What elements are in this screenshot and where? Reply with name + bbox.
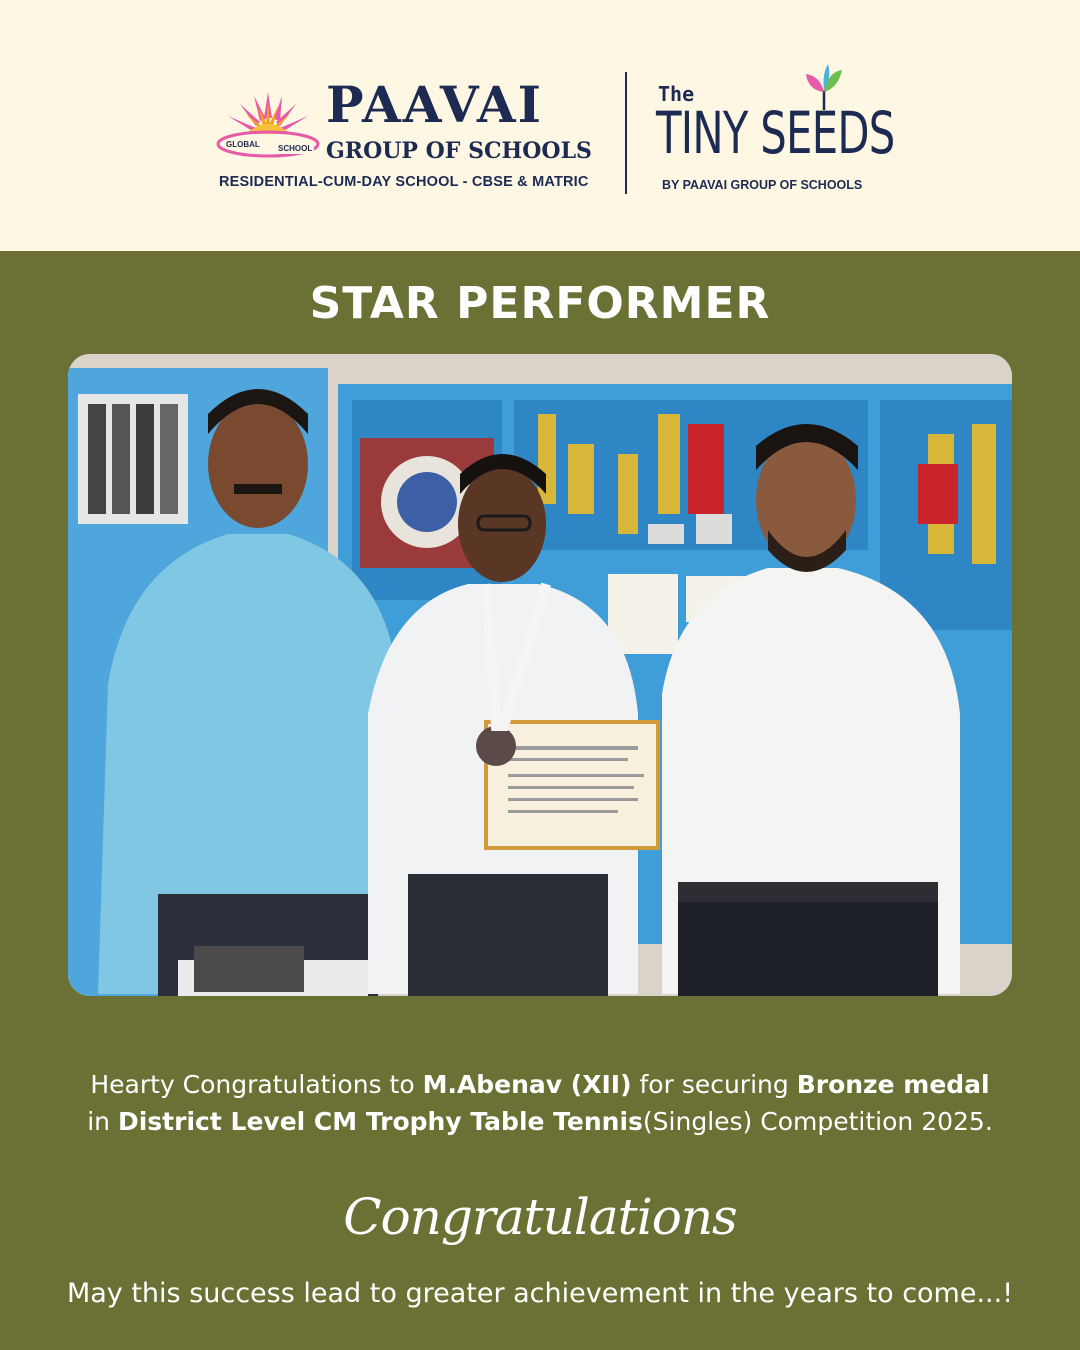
student-name: M.Abenav (XII) [422,1070,632,1099]
tiny-seeds-byline: BY PAAVAI GROUP OF SCHOOLS [662,178,863,192]
message-part-3: in [87,1107,118,1136]
message-part-2: for securing [631,1070,797,1099]
page-title: STAR PERFORMER [309,278,771,329]
header [0,0,1080,251]
medal-type: Bronze medal [796,1070,990,1099]
tiny-seeds-name: TINY SEEDS [656,99,895,167]
sprouting-leaf-icon [802,64,846,112]
paavai-name: PAAVAI [326,75,544,134]
sunburst-lotus-logo-icon [216,88,320,164]
message-part-4: (Singles) Competition 2025. [642,1107,993,1136]
footer-wish: May this success lead to greater achievement in the years to come...! [66,1278,1014,1309]
photo-illustration [68,354,1012,996]
emblem-text-right: SCHOOL [278,144,313,153]
congratulation-message [40,1066,1040,1140]
event-name: District Level CM Trophy Table Tennis [117,1107,643,1136]
logo-divider [625,72,627,194]
tiny-seeds-the: The [658,82,695,106]
paavai-group-label: GROUP OF SCHOOLS [326,138,592,164]
paavai-logo [216,75,592,194]
emblem-text-left: GLOBAL [226,140,260,149]
congratulations-script: Congratulations [343,1188,737,1246]
message-part-1: Hearty Congratulations to [90,1070,423,1099]
paavai-tagline: RESIDENTIAL-CUM-DAY SCHOOL - CBSE & MATRIC [219,174,589,190]
award-photo [68,354,1012,996]
tiny-seeds-logo [656,64,895,196]
